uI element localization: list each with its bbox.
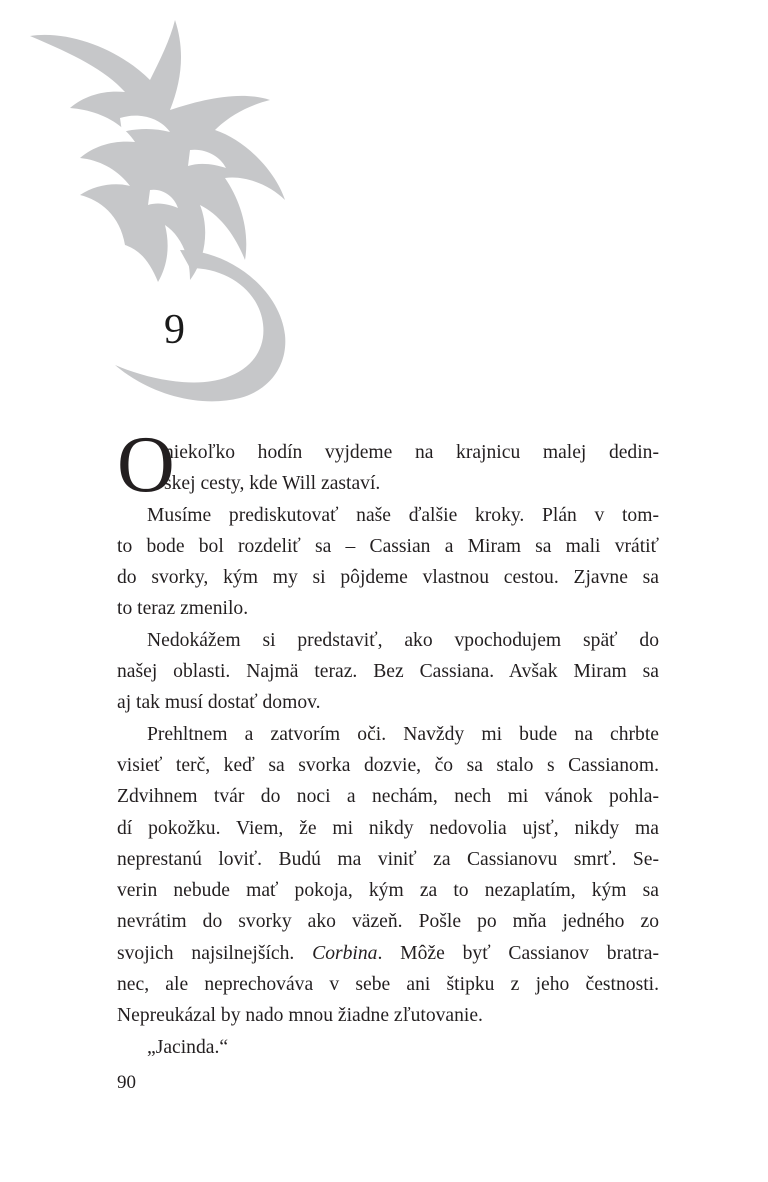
text-line: Prehltnem a zatvorím oči. Navždy mi bude na chrbte <box>147 723 659 745</box>
text-line: to bode bol rozdeliť sa – Cassian a Miram sa mali vrátiť <box>117 535 659 557</box>
text-line: Nepreukázal by nado mnou žiadne zľutovanie. <box>117 1005 483 1027</box>
text-line: dí pokožku. Viem, že mi nikdy nedovolia ujsť, nikdy ma <box>117 817 659 839</box>
text-line: aj tak musí dostať domov. <box>117 692 321 714</box>
text-line: visieť terč, keď sa svorka dozvie, čo sa stalo s Cassianom. <box>117 754 659 776</box>
text-line: našej oblasti. Najmä teraz. Bez Cassiana. Avšak Miram sa <box>117 661 659 683</box>
text-line: to teraz zmenilo. <box>117 598 249 620</box>
text-line: nec, ale neprechováva v sebe ani štipku z jeho čestnosti. <box>117 974 659 996</box>
drop-cap: O <box>117 421 175 509</box>
italic-name: Corbina <box>312 942 378 964</box>
text-line: Musíme prediskutovať naše ďalšie kroky. Plán v tom- <box>147 504 659 526</box>
text-line <box>117 938 659 969</box>
text-line: Nedokážem si predstaviť, ako vpochodujem späť do <box>147 629 659 651</box>
text-line: nevrátim do svorky ako väzeň. Pošle po mňa jedného zo <box>117 911 659 933</box>
text-line: niekoľko hodín vyjdeme na krajnicu malej dedin- <box>164 442 659 463</box>
text-span: svojich najsilnejších. <box>117 942 313 964</box>
body-text <box>117 437 659 1063</box>
flourish-ornament-icon <box>0 0 320 420</box>
page-number: 90 <box>117 1072 136 1093</box>
text-line: Zdvihnem tvár do noci a nechám, nech mi vánok pohla- <box>117 786 659 808</box>
text-line: skej cesty, kde Will zastaví. <box>164 473 381 495</box>
chapter-number: 9 <box>164 307 185 353</box>
text-line: do svorky, kým my si pôjdeme vlastnou cestou. Zjavne sa <box>117 567 659 589</box>
text-line: „Jacinda.“ <box>147 1036 229 1058</box>
text-span: . Môže byť Cassianov bratra- <box>377 942 659 964</box>
text-line: verin nebude mať pokoja, kým za to nezaplatím, kým sa <box>117 880 659 902</box>
text-line: neprestanú loviť. Budú ma viniť za Cassianovu smrť. Se- <box>117 848 659 870</box>
